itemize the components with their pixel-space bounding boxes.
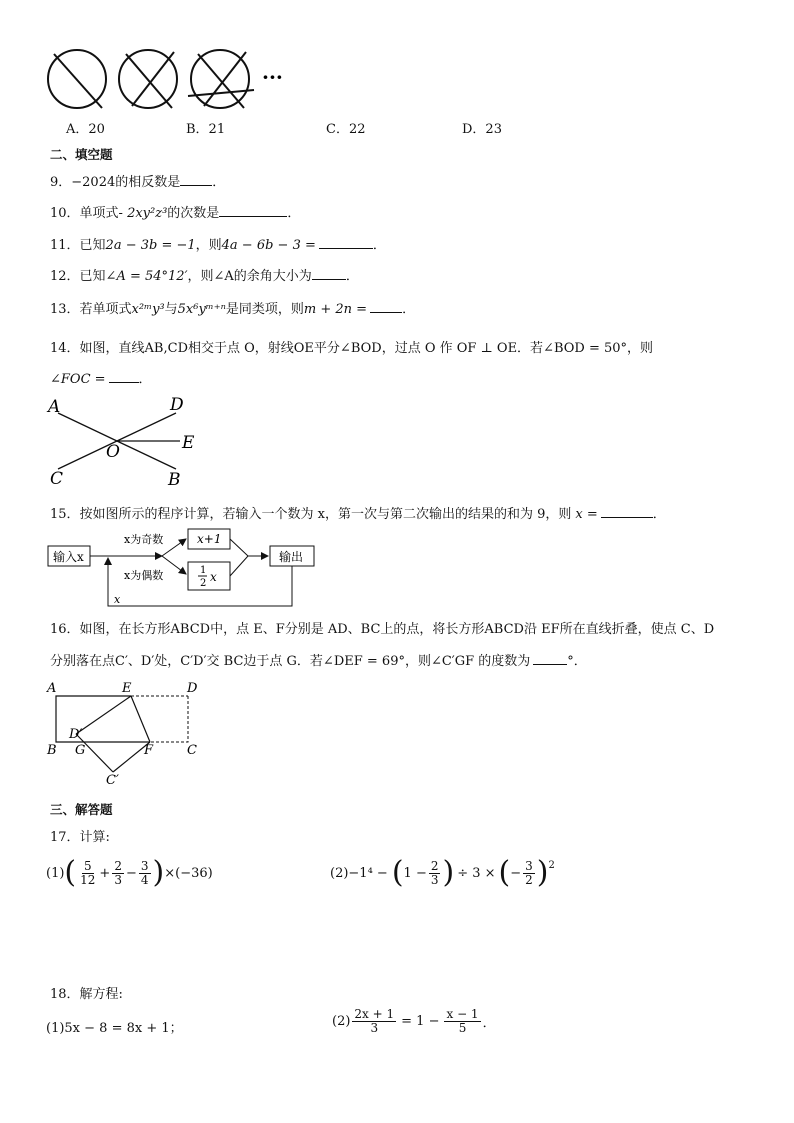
q17-p1-rparen: ) — [152, 855, 165, 890]
output-text: 输出 — [279, 550, 304, 564]
q17-p2-frac2 — [523, 860, 535, 887]
q17-p2-mid: ÷ 3 × — [457, 865, 496, 881]
q18-part1: (1)5x − 8 = 8x + 1； — [46, 1021, 183, 1036]
q13-expr1: x²ᵐy³ — [131, 302, 165, 317]
label-d: D — [187, 681, 198, 696]
q14-end: ． — [138, 372, 152, 387]
q12-blank — [312, 267, 346, 280]
q12-expr: ∠A = 54°12′ — [105, 269, 188, 284]
q13-lead: 13．若单项式 — [50, 302, 132, 317]
q18-frac1-num: 2x + 1 — [354, 1007, 395, 1021]
q12-tail: ，则∠A的余角大小为 — [187, 269, 312, 284]
question-14-line2 — [50, 368, 152, 387]
q16-blank — [533, 652, 567, 665]
label-f: F — [144, 743, 154, 758]
question-16-line2 — [50, 650, 587, 669]
q10-tail: 的次数是 — [167, 206, 220, 221]
q18-p2-frac1 — [352, 1008, 396, 1035]
option-c: C．22 — [326, 122, 366, 137]
q14-foc: ∠FOC = — [50, 372, 106, 387]
circle-one-line — [48, 50, 106, 108]
label-d: D — [170, 395, 184, 415]
p2-frac2-num: 3 — [525, 858, 533, 873]
q15-x-eq: x = — [575, 507, 598, 522]
question-13 — [50, 298, 415, 317]
label-a: A — [48, 397, 61, 417]
question-10 — [50, 202, 300, 221]
q15-end: ． — [652, 507, 666, 522]
q18-p2-end: ． — [482, 1016, 496, 1031]
q10-end: ． — [287, 206, 301, 221]
loop-label: x — [114, 593, 121, 606]
q17-part1: (1) ( $\frac{5}{12}$ + $\frac{2}{3}$ − $\frac{3}{4}$ ) ×(−36) — [46, 855, 213, 890]
q17-p2-rparen1: ) — [442, 855, 455, 890]
q13-end: ． — [402, 302, 416, 317]
q12-end: ． — [345, 269, 359, 284]
q11-expr1: 2a − 3b = −1 — [105, 238, 196, 253]
q11-mid: ，则 — [195, 238, 222, 253]
label-d-prime: D′ — [69, 727, 83, 742]
q17-p2-exponent: 2 — [548, 860, 555, 871]
half-den: 2 — [200, 578, 207, 589]
q10-lead: 10．单项式 — [50, 206, 119, 221]
q12-lead: 12．已知 — [50, 269, 106, 284]
fold-line-ef — [131, 696, 150, 742]
question-9 — [50, 171, 225, 190]
q17-p2-rparen2: ) — [536, 855, 549, 890]
q17-p1-frac2 — [112, 860, 124, 887]
question-18-title: 18．解方程: — [50, 987, 123, 1002]
option-d: D．23 — [462, 122, 502, 137]
q13-tail: 是同类项，则 — [225, 302, 304, 317]
q17-p1-tail: ×(−36) — [164, 865, 213, 881]
frac3-num: 3 — [140, 858, 149, 873]
q11-expr2: 4a − 6b − 3 = — [221, 238, 316, 253]
odd-label: x为奇数 — [124, 533, 164, 546]
q11-blank — [319, 236, 373, 249]
q14-intersecting-lines-figure — [44, 393, 214, 489]
q14-blank — [109, 370, 139, 383]
label-c: C — [187, 743, 197, 758]
option-a: A．20 — [66, 122, 105, 137]
p2-frac1-num: 2 — [430, 858, 439, 873]
q18-frac2-den: 5 — [458, 1021, 467, 1035]
label-a: A — [47, 681, 57, 696]
q13-blank — [370, 300, 402, 313]
q18-p2-mid: = 1 − — [401, 1014, 440, 1029]
label-b: B — [47, 743, 57, 758]
segment-ed-prime — [76, 696, 131, 734]
label-o: O — [106, 442, 120, 462]
q11-lead: 11．已知 — [50, 238, 106, 253]
q8-circles-figure — [40, 46, 300, 114]
even-label: x为偶数 — [124, 569, 164, 582]
label-b: B — [168, 470, 181, 489]
question-16-line1: 16．如图，在长方形ABCD中，点 E、F分别是 AD、BC上的点，将长方形ABCD沿 EF所在直线折叠，使点 C、D — [50, 622, 715, 637]
q17-p2-label: (2)−1⁴ − — [330, 865, 388, 881]
q18-frac1-den: 3 — [370, 1021, 379, 1035]
folded-part-dashed — [150, 696, 188, 742]
q18-part2 — [332, 1008, 496, 1035]
q15-text: 15．按如图所示的程序计算，若输入一个数为 x，第一次与第二次输出的结果的和为 9，则 — [50, 507, 572, 522]
circle-three-lines — [188, 50, 254, 108]
q16-line2-text: 分别落在点C′、D′处，C′D′交 BC边于点 G．若∠DEF = 69°，则∠C′GF 的度数为 — [50, 654, 531, 669]
frac1-den: 12 — [80, 872, 96, 887]
label-c-prime: C′ — [106, 773, 119, 788]
q13-mid: 与 — [164, 302, 178, 317]
label-e: E — [182, 433, 195, 453]
label-c: C — [50, 469, 64, 489]
question-17-title: 17．计算: — [50, 830, 110, 845]
question-11 — [50, 234, 386, 253]
q9-end: ． — [212, 175, 226, 190]
frac2-num: 2 — [114, 858, 122, 873]
circle-two-lines — [119, 50, 177, 108]
q13-expr2: 5x⁶yᵐ⁺ⁿ — [177, 302, 226, 317]
q18-p2-frac2 — [444, 1008, 480, 1035]
box-half-x — [188, 562, 230, 590]
q11-end: ． — [372, 238, 386, 253]
q10-blank — [219, 204, 287, 217]
half-var: x — [210, 570, 217, 584]
q18-frac2-num: x − 1 — [446, 1007, 479, 1021]
frac1-num: 5 — [83, 858, 92, 873]
box-x-plus-1-text: x+1 — [197, 532, 222, 546]
q15-flowchart — [44, 526, 324, 610]
q17-p2-lparen1: ( — [391, 855, 404, 890]
q13-expr3: m + 2n = — [303, 302, 368, 317]
p2-frac2-den: 2 — [525, 872, 533, 887]
q17-p1-frac3 — [139, 860, 151, 887]
half-num: 1 — [200, 565, 207, 576]
ellipsis-text: ··· — [262, 65, 283, 89]
q17-part2: (2)−1⁴ − ( 1 − $\frac{2}{3}$ ) ÷ 3 × ( − $\frac{3}{2}$ ) 2 — [330, 855, 555, 890]
q9-text: 9．−2024的相反数是 — [50, 175, 181, 190]
frac3-den: 4 — [140, 872, 149, 887]
q16-folded-rectangle-figure — [44, 678, 214, 788]
label-g: G — [75, 743, 86, 758]
q17-p1-label: (1) — [46, 865, 65, 881]
q10-expr: - 2xy²z³ — [118, 206, 168, 221]
label-e: E — [122, 681, 132, 696]
q15-blank — [601, 505, 653, 518]
question-12 — [50, 265, 359, 284]
option-b: B．21 — [186, 122, 226, 137]
section-answer-title: 三、解答题 — [50, 802, 113, 817]
question-15 — [50, 503, 666, 522]
q9-blank — [180, 173, 212, 186]
q17-p2-lparen2: ( — [498, 855, 511, 890]
input-text: 输入x — [53, 550, 84, 564]
q17-p1-frac1 — [78, 860, 97, 887]
q17-p1-lparen: ( — [64, 855, 77, 890]
frac2-den: 3 — [114, 872, 122, 887]
q16-end: °． — [567, 654, 587, 669]
q17-p2-frac1 — [429, 860, 441, 887]
section-fill-in-title: 二、填空题 — [50, 147, 113, 162]
question-14-line1: 14．如图，直线AB,CD相交于点 O，射线OE平分∠BOD，过点 O 作 OF ⊥ OE．若∠BOD = 50°，则 — [50, 341, 654, 356]
p2-frac1-den: 3 — [430, 872, 439, 887]
q18-p2-label: (2) — [332, 1014, 351, 1029]
